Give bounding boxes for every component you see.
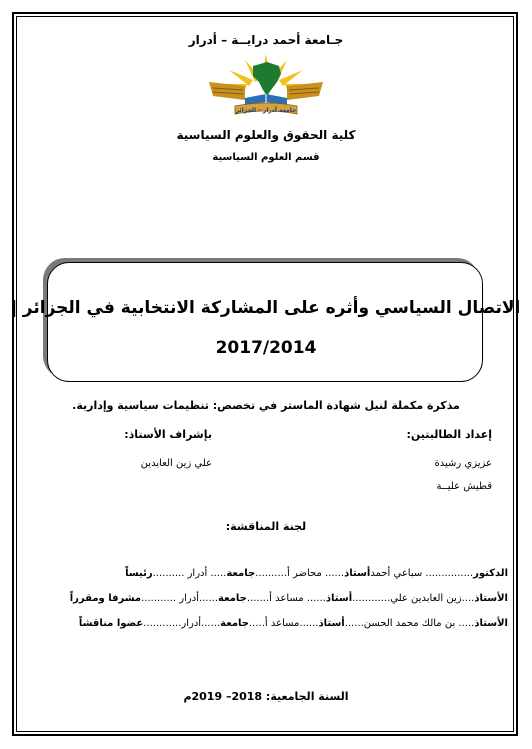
jury-row [79, 618, 508, 629]
jury-row [70, 593, 508, 604]
jury-university: ......أدرار ........... [141, 593, 219, 604]
department-name: قسم العلوم السياسية [212, 152, 320, 163]
jury-role: مشرفا ومقرراً [69, 593, 142, 604]
supervisor-name: علي زين العابدين [140, 458, 212, 469]
jury-member-name: ............... سباعي أحمد [370, 568, 474, 579]
jury-title: لجنة المناقشة: [225, 520, 307, 533]
title-cursor-bar: | [11, 298, 23, 318]
jury-grade: ...... محاضر أ.......... [255, 568, 345, 579]
jury-university-label: جامعة [220, 618, 249, 629]
university-logo [205, 52, 327, 118]
jury-member-name: ..... بن مالك محمد الحسن...... [344, 618, 475, 629]
jury-title-word: الدكتور [473, 568, 508, 579]
university-name: جـامعة أحمد درايــة – أدرار [188, 33, 344, 47]
supervision-label: بإشراف الأستاذ: [124, 428, 212, 441]
jury-university: ..... أدرار .......... [152, 568, 227, 579]
jury-role: رئيساً [125, 568, 153, 579]
jury-grade: ......مساعد أ..... [249, 618, 319, 629]
jury-grade-label: أستاذ [344, 568, 371, 579]
student-name-1: عزيزي رشيدة [434, 458, 492, 469]
jury-university-label: جامعة [218, 593, 247, 604]
jury-row [125, 568, 508, 579]
faculty-name: كلية الحقوق والعلوم السياسية [176, 128, 356, 142]
jury-grade-label: أستاذ [318, 618, 345, 629]
thesis-title-years: 2017/2014 [215, 338, 317, 358]
jury-role: عضوا مناقشاً [78, 618, 144, 629]
jury-university-label: جامعة [226, 568, 256, 579]
logo-caption: جامعة أدرار - الجزائر [235, 107, 297, 114]
thesis-title [0, 298, 532, 318]
jury-member-name: ....زين العابدين علي............ [352, 593, 475, 604]
jury-title-word: الأستاذ [474, 618, 508, 629]
student-name-2: قطيش عليــة [436, 481, 492, 492]
thesis-title-text: الاتصال السياسي وأثره على المشاركة الانتخابية في الجزائر [22, 298, 521, 318]
jury-university: ......أدرار............ [143, 618, 221, 629]
memo-statement: مذكرة مكملة لنيل شهادة الماستر في تخصص: تنظيمات سياسية وإدارية. [72, 399, 460, 412]
jury-title-word: الأستاذ [474, 593, 508, 604]
university-logo-icon [205, 52, 327, 118]
prepared-by-label: إعداد الطالبتين: [406, 428, 492, 441]
title-box [47, 262, 483, 382]
jury-grade: ...... مساعد أ....... [246, 593, 326, 604]
academic-year: السنة الجامعية: 2018– 2019م [183, 690, 349, 703]
jury-grade-label: أستاذ [325, 593, 353, 604]
